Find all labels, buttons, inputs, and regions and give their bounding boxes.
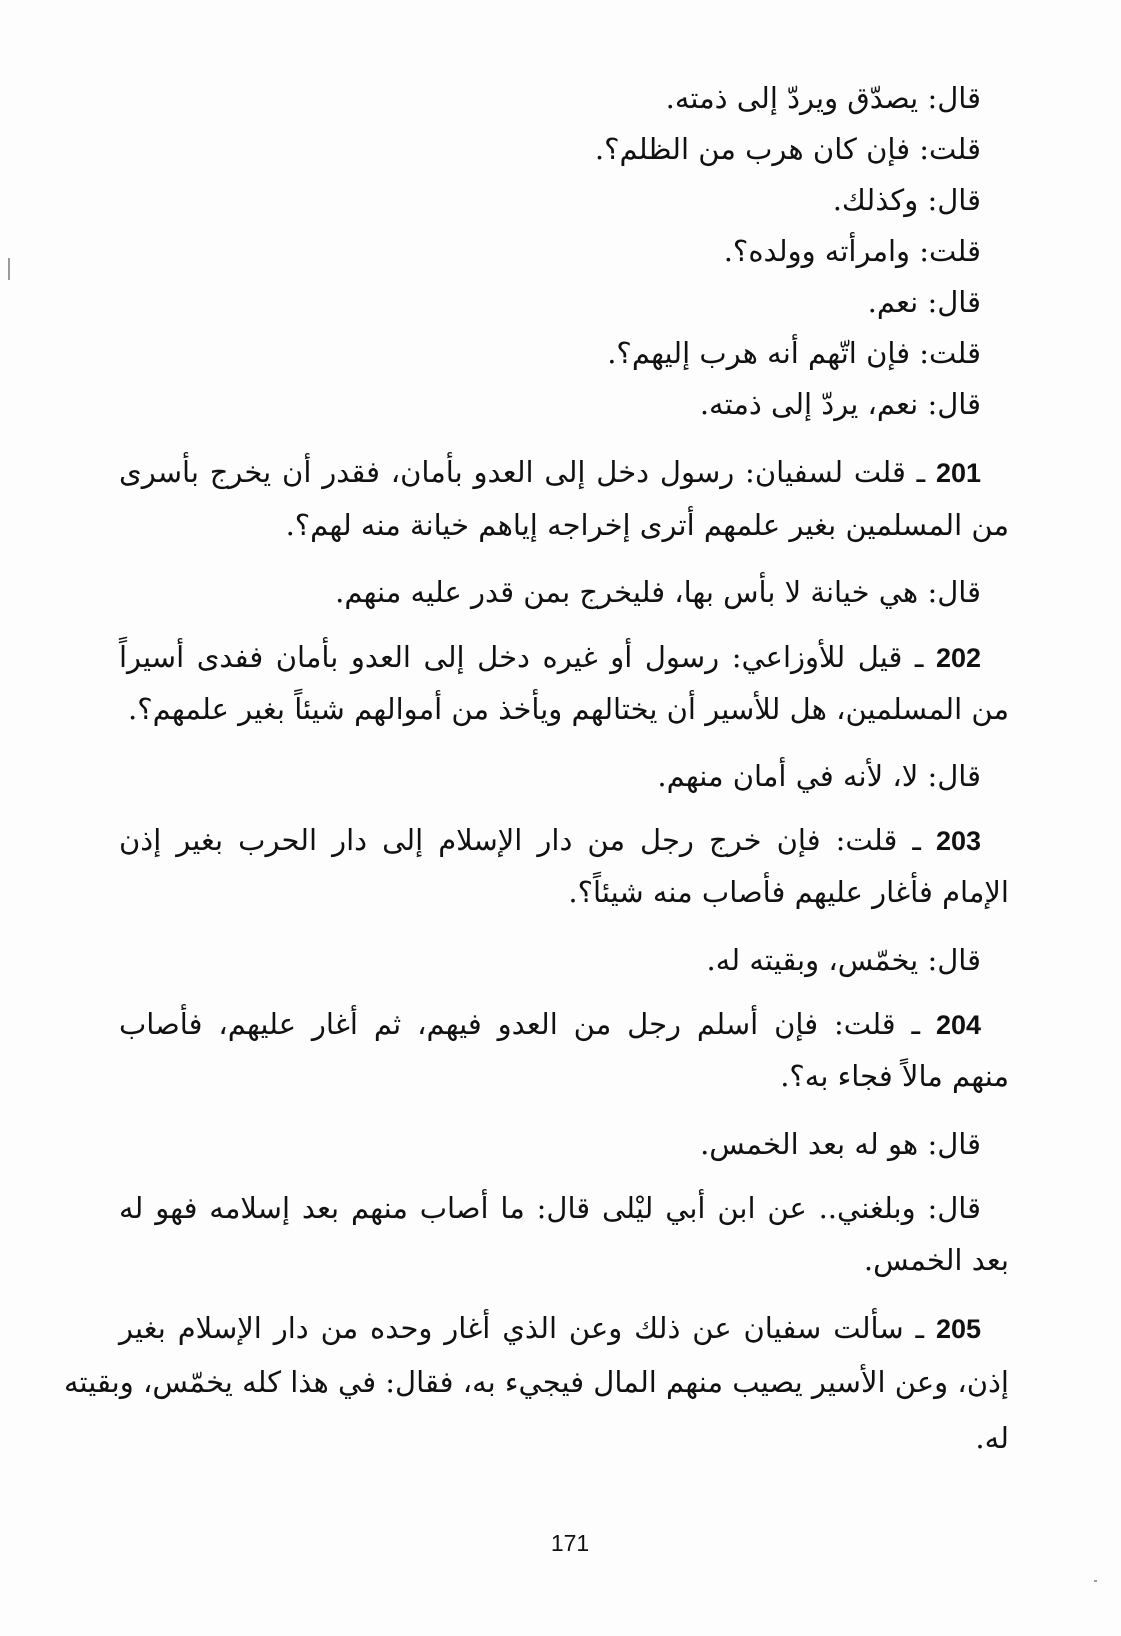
dialogue-line: قلت: وامرأته وولده؟. (723, 234, 981, 268)
answer-line: قال: يخمّس، وبقيته له. (706, 943, 981, 977)
paragraph-line: بعد الخمس. (863, 1243, 1009, 1277)
scan-speck (8, 258, 10, 280)
paragraph-line: له. (975, 1421, 1009, 1455)
paragraph-line: 202 ـ قيل للأوزاعي: رسول أو غيره دخل إلى العدو بأمان ففدى أسيراً (119, 640, 981, 674)
paragraph-line: من المسلمين بغير علمهم أترى إخراجه إياهم خيانة منه لهم؟. (285, 508, 1009, 542)
paragraph-number: 201 (935, 458, 981, 488)
answer-line: قال: هي خيانة لا بأس بها، فليخرج بمن قدر عليه منهم. (335, 575, 981, 609)
dialogue-line: قلت: فإن كان هرب من الظلم؟. (594, 132, 981, 166)
page-number: 171 (550, 1530, 590, 1556)
scan-speck (1094, 1580, 1097, 1582)
dialogue-line: قال: وكذلك. (832, 183, 981, 217)
paragraph-number: 203 (935, 826, 982, 856)
paragraph-line: 204 ـ قلت: فإن أسلم رجل من العدو فيهم، ثم أغار عليهم، فأصاب (119, 1007, 981, 1041)
paragraph-line: قال: وبلغني.. عن ابن أبي ليْلى قال: ما أصاب منهم بعد إسلامه فهو له (119, 1191, 981, 1225)
paragraph-line: إذن، وعن الأسير يصيب منهم المال فيجيء به، فقال: في هذا كله يخمّس، وبقيته (63, 1365, 1009, 1399)
paragraph-line: 201 ـ قلت لسفيان: رسول دخل إلى العدو بأمان، فقدر أن يخرج بأسرى (119, 455, 981, 489)
dialogue-line: قال: يصدّق ويردّ إلى ذمته. (665, 81, 981, 115)
answer-line: قال: لا، لأنه في أمان منهم. (657, 759, 981, 793)
paragraph-line: 203 ـ قلت: فإن خرج رجل من دار الإسلام إلى دار الحرب بغير إذن (119, 823, 982, 857)
dialogue-line: قلت: فإن اتّهم أنه هرب إليهم؟. (607, 336, 981, 370)
paragraph-line: 205 ـ سألت سفيان عن ذلك وعن الذي أغار وحده من دار الإسلام بغير (119, 1311, 982, 1345)
paragraph-number: 205 (935, 1314, 982, 1344)
dialogue-line: قال: نعم. (867, 285, 981, 319)
paragraph-number: 202 (935, 643, 981, 673)
answer-line: قال: هو له بعد الخمس. (700, 1127, 981, 1161)
paragraph-line: منهم مالاً فجاء به؟. (780, 1059, 1009, 1093)
paragraph-line: من المسلمين، هل للأسير أن يختالهم ويأخذ من أموالهم شيئاً بغير علمهم؟. (128, 692, 1009, 726)
paragraph-number: 204 (935, 1010, 981, 1040)
paragraph-line: الإمام فأغار عليهم فأصاب منه شيئاً؟. (568, 875, 1009, 909)
dialogue-line: قال: نعم، يردّ إلى ذمته. (699, 387, 981, 421)
